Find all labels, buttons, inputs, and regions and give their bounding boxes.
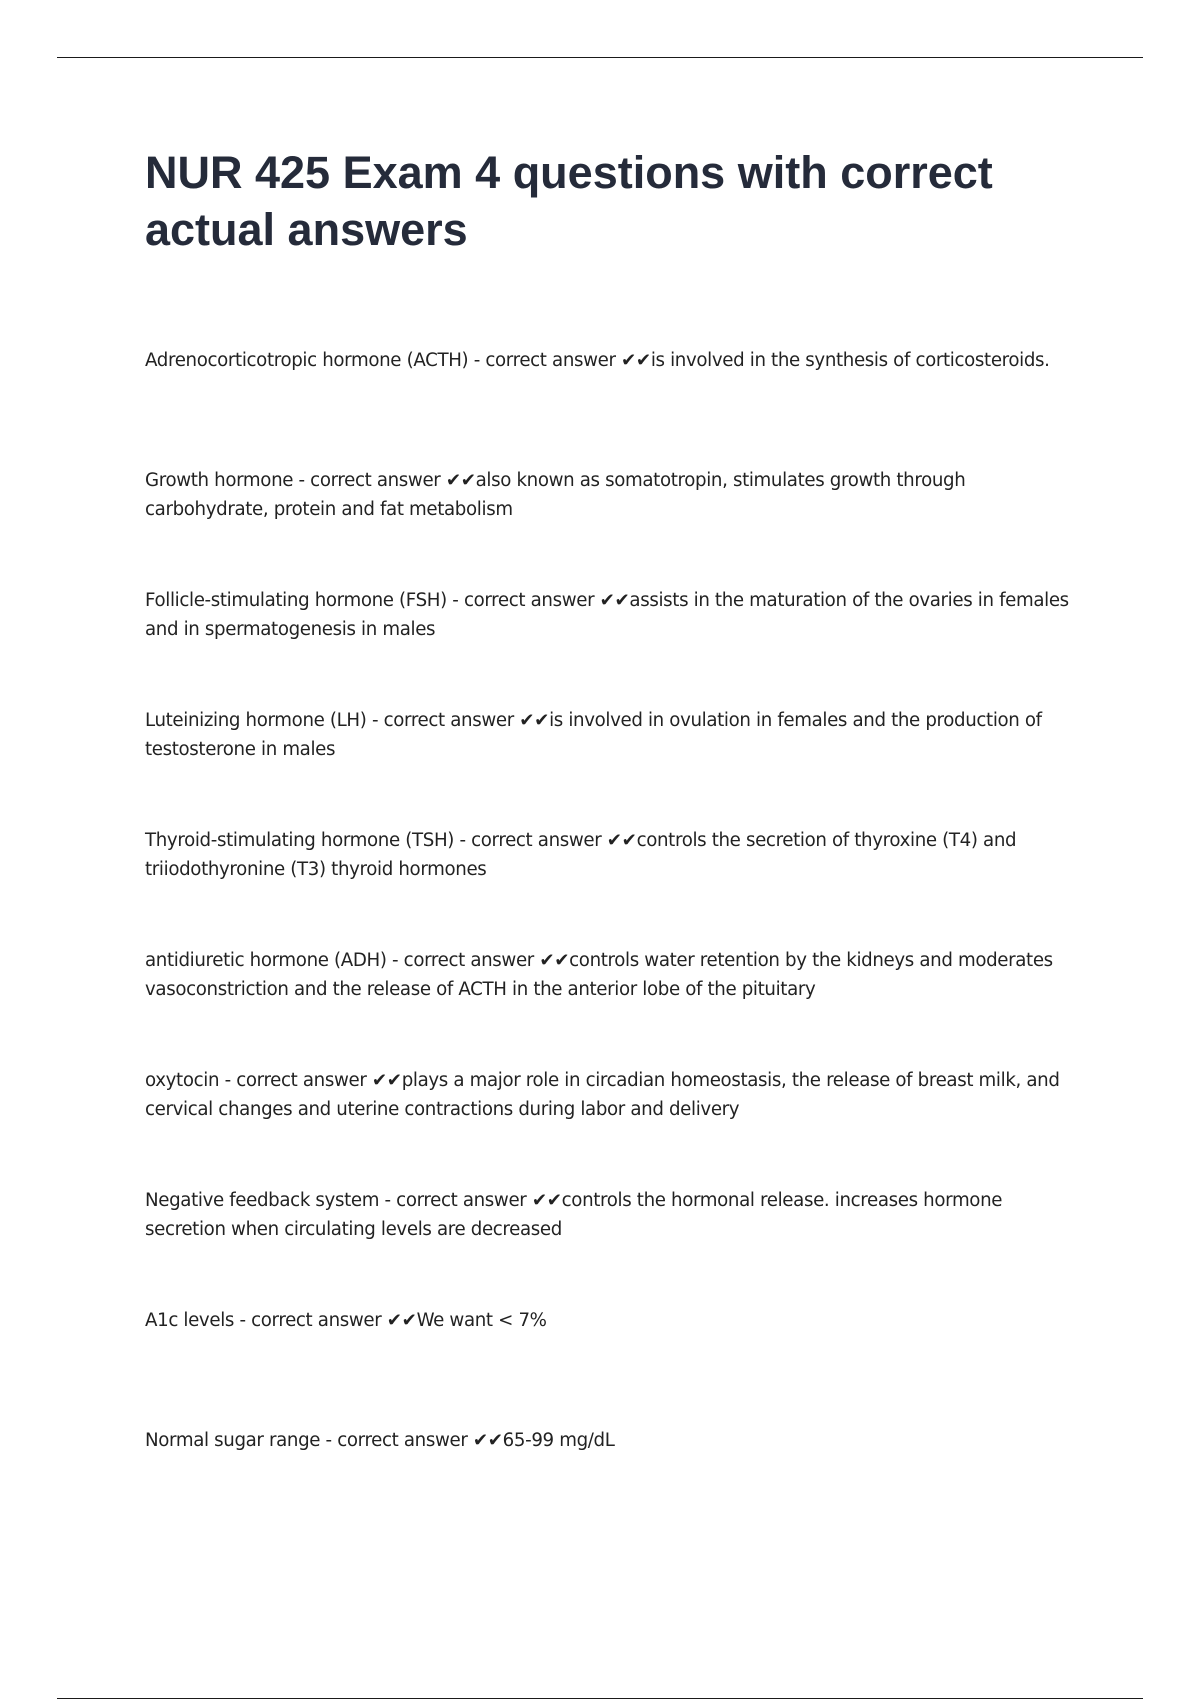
top-rule — [57, 57, 1143, 58]
qa-answer-marker: correct answer ✔✔ — [471, 830, 637, 851]
qa-item — [145, 706, 1085, 826]
qa-answer-marker: correct answer ✔✔ — [383, 710, 550, 731]
qa-term: Adrenocorticotropic hormone (ACTH) — [145, 350, 469, 371]
qa-answer: assists in the maturation of the ovaries in females and in spermatogenesis in males — [145, 590, 1069, 640]
qa-answer: is involved in the synthesis of corticosteroids. — [650, 350, 1050, 371]
qa-separator: - — [468, 350, 486, 371]
qa-item — [145, 826, 1085, 946]
qa-term: Negative feedback system — [145, 1190, 380, 1211]
qa-term: oxytocin — [145, 1070, 220, 1091]
qa-item — [145, 346, 1085, 466]
qa-item — [145, 1186, 1085, 1306]
qa-answer-marker: correct answer ✔✔ — [251, 1310, 417, 1331]
document-title: NUR 425 Exam 4 questions with correct actual answers — [145, 147, 993, 255]
qa-answer-marker: correct answer ✔✔ — [396, 1190, 562, 1211]
qa-separator: - — [446, 590, 464, 611]
qa-term: Normal sugar range — [145, 1430, 321, 1451]
qa-item — [145, 1426, 1085, 1546]
qa-answer: controls the secretion of thyroxine (T4) and triiodothyronine (T3) thyroid hormones — [145, 830, 1017, 880]
qa-term: Thyroid-stimulating hormone (TSH) — [145, 830, 455, 851]
qa-term: Growth hormone — [145, 470, 294, 491]
qa-answer: 65-99 mg/dL — [502, 1430, 615, 1451]
qa-answer-marker: correct answer ✔✔ — [485, 350, 651, 371]
qa-item — [145, 1306, 1085, 1426]
qa-separator: - — [320, 1430, 338, 1451]
qa-term: Follicle-stimulating hormone (FSH) — [145, 590, 447, 611]
qa-answer-marker: correct answer ✔✔ — [463, 590, 630, 611]
qa-answer-marker: correct answer ✔✔ — [337, 1430, 503, 1451]
qa-list — [145, 346, 1085, 1546]
qa-separator: - — [386, 950, 404, 971]
qa-separator: - — [234, 1310, 252, 1331]
qa-item — [145, 466, 1085, 586]
qa-answer: also known as somatotropin, stimulates growth through carbohydrate, protein and fat metabolism — [145, 470, 966, 520]
qa-answer: is involved in ovulation in females and the production of testosterone in males — [145, 710, 1042, 760]
qa-separator: - — [219, 1070, 237, 1091]
qa-separator: - — [293, 470, 311, 491]
qa-answer-marker: correct answer ✔✔ — [310, 470, 476, 491]
qa-answer: We want < 7% — [416, 1310, 547, 1331]
qa-separator: - — [379, 1190, 397, 1211]
qa-term: Luteinizing hormone (LH) — [145, 710, 367, 731]
qa-item — [145, 1066, 1085, 1186]
bottom-rule — [57, 1698, 1143, 1699]
qa-separator: - — [454, 830, 472, 851]
qa-term: A1c levels — [145, 1310, 235, 1331]
qa-answer: plays a major role in circadian homeostasis, the release of breast milk, and cervical changes and uterine contractions during labor and delivery — [145, 1070, 1060, 1120]
qa-answer-marker: correct answer ✔✔ — [403, 950, 570, 971]
qa-item — [145, 586, 1085, 706]
qa-answer-marker: correct answer ✔✔ — [236, 1070, 402, 1091]
qa-answer: controls water retention by the kidneys and moderates vasoconstriction and the release of ACTH in the anterior lobe of the pituitary — [145, 950, 1053, 1000]
qa-item — [145, 946, 1085, 1066]
qa-answer: controls the hormonal release. increases hormone secretion when circulating levels are decreased — [145, 1190, 1003, 1240]
qa-term: antidiuretic hormone (ADH) — [145, 950, 387, 971]
qa-separator: - — [366, 710, 384, 731]
